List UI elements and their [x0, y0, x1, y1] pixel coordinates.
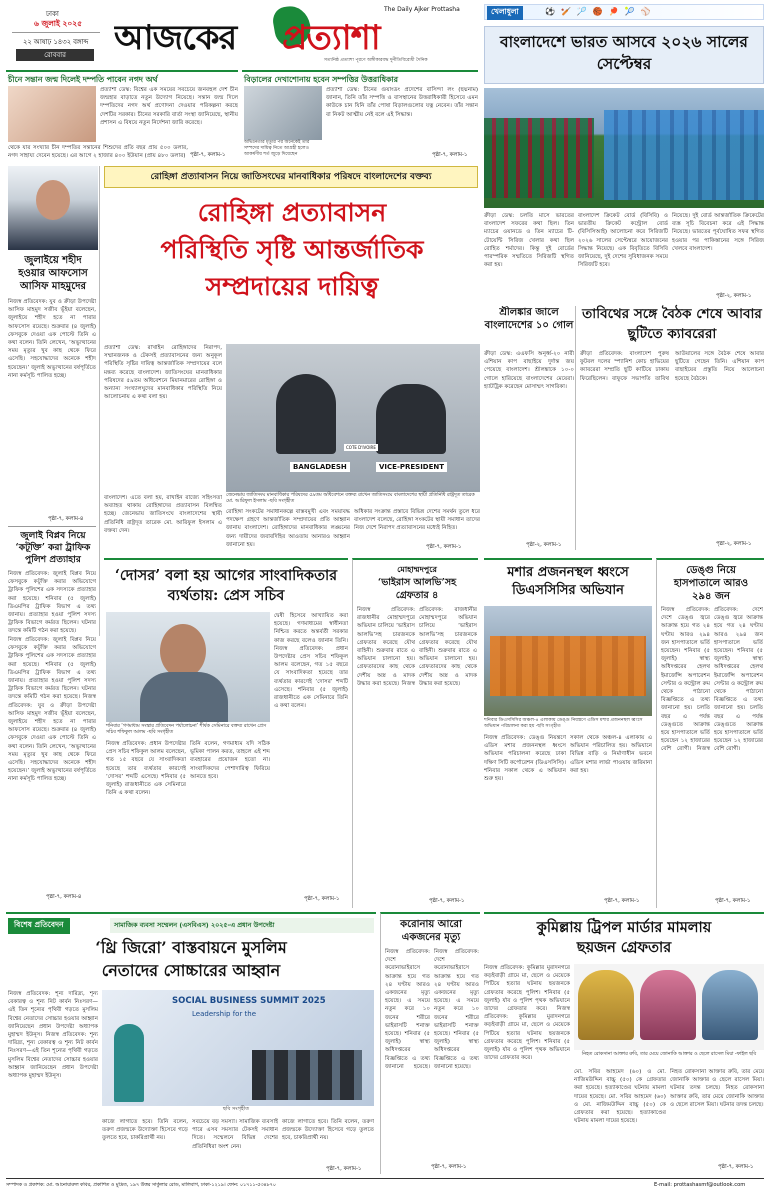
sports-headline[interactable]: বাংলাদেশে ভারত আসবে ২০২৬ সালের সেপ্টেম্বর: [484, 26, 764, 84]
man-cat-photo: [244, 86, 322, 140]
special-headline[interactable]: ‘থ্রি জিরো’ বাস্তবায়নে মুসলিম নেতাদের সোচ্চারের আহ্বান: [95, 938, 287, 980]
mosha-continued[interactable]: পৃষ্ঠা-৭, কলাম-১: [604, 898, 640, 904]
mosha-body-col2: সকাল থেকে অঞ্চল-৪ এলাকায় এ অভিযান পরিচালিত হয়। অভিযানে বিভিন্ন বাড়ি ও নির্মাণাধীন ভবনে এডিস মশার লার্ভা পাওয়ায় জরিমানা করা হয়।: [570, 735, 652, 774]
sports-body-col2: বাংলাদেশ ক্রিকেট বোর্ড (বিসিবি) ও ভারতীয় ক্রিকেট কন্ট্রোল বোর্ড (বিসিসিআই) আলোচনা করে সিরিজটি ২০২৬ সালের সেপ্টেম্বরে আয়োজনের সিদ্ধান্ত নিয়েছে। এক বিবৃতিতে বিসিবি জানিয়েছে, দুই দেশের সুবিধাজনক সময়ে সিরিজটি হবে।: [578, 213, 668, 269]
mohammadpur-body: নিজস্ব প্রতিবেদক: রাজধানীর মোহাম্মদপুরে অভিযান চালিয়ে ‘ভাইরাস আলভি’সহ চারজনকে গ্রেফতার করেছে যৌথ বাহিনী। শুক্রবার রাতে এ অভিযান চালানো হয়। গ্রেফতারদের কাছ থেকে দেশীয় অস্ত্র ও মাদক উদ্ধার করা হয়েছে। নিজস্ব প্রতিবেদক: রাজধানীর মোহাম্মদপুরে অভিযান চালিয়ে ‘ভাইরাস আলভি’সহ চারজনকে গ্রেফতার করেছে যৌথ বাহিনী। শুক্রবার রাতে এ অভিযান চালানো হয়। গ্রেফতারদের কাছ থেকে দেশীয় অস্ত্র ও মাদক উদ্ধার করা হয়েছে।: [357, 607, 477, 687]
footer-imprint: সম্পাদক ও প্রকাশক: মো. আনোয়ারুল কবির, প্রকাশিত ও মুদ্রিত, ১৯৭ উত্তর সার্কুলার রোড, মালিবাগ, ঢাকা-১২১৯। ফোন: ০১৭১১-৫৩৪৮৭০: [6, 1183, 276, 1188]
photo-sign-cote-divoire: COTE D'IVOIRE: [346, 445, 376, 450]
masthead: [8, 6, 480, 70]
doshor-body-col2: তিনি বলেন, গণমাধ্যম যদি সঠিক ভূমিকা পালন করত, তাহলে এই শব্দ ব্যবহারের প্রয়োজন হতো না। সাংবাদিকদের পেশাদারিত্ব ফিরিয়ে আনতে হবে।: [190, 741, 270, 780]
masthead-bangla-date: ২২ আষাঢ় ১৪৩২ বঙ্গাব্দ: [22, 38, 89, 46]
special-continued[interactable]: পৃষ্ঠা-৭, কলাম-১: [326, 1166, 362, 1172]
comilla-body-col1: নিজস্ব প্রতিবেদক: কুমিল্লার মুরাদনগরে কড়ইবাড়ী গ্রামে মা, ছেলে ও মেয়েকে পিটিয়ে হত্যার ঘটনায় ছয়জনকে গ্রেফতার করেছে পুলিশ। শনিবার (৫ জুলাই) র্যাব ও পুলিশ পৃথক অভিযানে তাদের গ্রেফতার করে। নিজস্ব প্রতিবেদক: কুমিল্লার মুরাদনগরে কড়ইবাড়ী গ্রামে মা, ছেলে ও মেয়েকে পিটিয়ে হত্যার ঘটনায় ছয়জনকে গ্রেফতার করেছে পুলিশ। শনিবার (৫ জুলাই) র্যাব ও পুলিশ পৃথক অভিযানে তাদের গ্রেফতার করে।: [484, 965, 570, 1062]
cricket-team-photo: [484, 88, 764, 208]
left-column: [6, 166, 100, 636]
masthead-weekday: রোববার: [16, 49, 94, 61]
story-headline[interactable]: বিড়ালের দেখাশোনায় হবেন সম্পত্তির উত্তরাধিকার: [244, 75, 398, 84]
mosha-body-col1: নিজস্ব প্রতিবেদক: ডেঙ্গু নিয়ন্ত্রণে এডিস মশার প্রজননস্থল ধ্বংসে অভিযান পরিচালনা করেছে ঢাকা দক্ষিণ সিটি কর্পোরেশন (ডিএসসিসি)। শনিবার সকাল থেকে এ অভিযান শুরু হয়।: [484, 735, 566, 783]
lead-photo-caption: জেনেভায় জাতিসংঘ মানবাধিকার পরিষদের ৫৯তম অধিবেশনে বক্তব্য রাখেন জাতিসংঘে বাংলাদেশের স্থায়ী প্রতিনিধি রাষ্ট্রদূত তারেক মো. আরিফুল ইসলাম -ছবি সংগৃহীত: [226, 493, 475, 505]
logo-prottasha: প্রত্যাশা: [282, 18, 380, 58]
special-body-col2: কাজে লাগাতে হবে। তিনি বলেন, তরুণ প্রজন্মকে উদ্যোক্তা হিসেবে গড়ে তুলতে হবে, চাকরিপ্রার্থী নয়।: [102, 1119, 188, 1142]
footer-bar: [6, 1178, 764, 1192]
asif-body: নিজস্ব প্রতিবেদক: যুব ও ক্রীড়া উপদেষ্টা আসিফ মাহমুদ সজীব ভূঁইয়া বলেছেন, জুলাইয়ে শহীদ হতে না পারার আফসোস রয়েছে। শুক্রবার (৪ জুলাই) ফেসবুকে দেওয়া এক পোস্টে তিনি এ কথা বলেন। তিনি লেখেন, ‘অভ্যুত্থানের সময় মৃত্যুর খুব কাছ থেকে ফিরে এসেছি। সহযোদ্ধাদের অনেকে শহীদ হয়েছেন।’ জুলাই অভ্যুত্থানের বর্ষপূর্তিতে নানা কর্মসূচি পালিত হচ্ছে।: [8, 299, 96, 379]
photo-sign-vice-president: VICE-PRESIDENT: [376, 462, 447, 472]
dengue-story: [656, 558, 764, 908]
traffic-police-headline[interactable]: জুলাই বিপ্লব নিয়ে ‘কটূক্তি’ করা ট্রাফিক পুলিশ প্রত্যাহার: [15, 530, 91, 565]
lead-body-col4: অধিকার সংক্রান্ত প্রস্তাবে বিভিন্ন দেশের সমর্থন তুলে ধরে বাংলাদেশ বলেছে, রোহিঙ্গা সংকটের স্থায়ী সমাধান তাদের নিজ দেশে নিরাপদ প্রত্যাবাসনের মধ্যেই নিহিত।: [354, 509, 480, 532]
traffic-police-body: নিজস্ব প্রতিবেদক: জুলাই বিপ্লব নিয়ে ফেসবুকে কটূক্তি করার অভিযোগে ট্রাফিক পুলিশের এক সদস্যকে প্রত্যাহার করা হয়েছে। শনিবার (৫ জুলাই) ডিএমপির ট্রাফিক বিভাগ এ তথ্য জানায়। প্রত্যাহার হওয়া পুলিশ সদস্য ট্রাফিক বিভাগে কর্মরত ছিলেন। ঘটনার তদন্তে কমিটি গঠন করা হয়েছে।: [8, 571, 96, 635]
lead-story: [104, 192, 480, 552]
doshor-headline[interactable]: ‘দোসর’ বলা হয় আগের সাংবাদিকতার ব্যর্থতায়: প্রেস সচিব: [114, 567, 338, 604]
doshor-continued[interactable]: পৃষ্ঠা-৭, কলাম-১: [304, 896, 340, 902]
tabithe-body: ক্রীড়া প্রতিবেদক: বাংলাদেশ পুরুষ ফুটবল দলের স্প্যানিশ কোচ হাভিয়ের ক্যাবরেরা সম্প্রতি ছুটি কাটিয়ে ঢাকায় ফিরেছিলেন। বাফুফে সভাপতি তাবিথ আউয়ালের সঙ্গে বৈঠক শেষে আবার ছুটিতে গেছেন তিনি। এশিয়ান কাপ বাছাইয়ের প্রস্তুতি নিয়ে আলোচনা হয়েছে বৈঠকে।: [580, 351, 764, 382]
srilanka-headline[interactable]: শ্রীলঙ্কার জালে বাংলাদেশের ১০ গোল: [484, 307, 574, 331]
mosha-story: [484, 558, 652, 908]
dengue-continued[interactable]: পৃষ্ঠা-৭, কলাম-১: [715, 898, 751, 904]
masthead-english-name: The Daily Ajker Prottasha: [384, 6, 460, 13]
doshor-body-col1: নিজস্ব প্রতিবেদক: প্রধান উপদেষ্টার প্রেস সচিব শফিকুল আলম বলেছেন, গত ১৫ বছরে যে সাংবাদিকতা হয়েছে তার ব্যর্থতার কারণেই ‘দোসর’ শব্দটি এসেছে। শনিবার (৫ জুলাই) রাজধানীতে এক সেমিনারে তিনি এ কথা বলেন।: [106, 741, 186, 797]
special-label: বিশেষ প্রতিবেদন: [8, 918, 70, 934]
lead-body-col3: রোহিঙ্গা সংকটের সমাধানকল্পে বাস্তবমুখী এবং সময়াবদ্ধ পদক্ষেপ গ্রহণে আন্তর্জাতিক সম্প্রদায়ের প্রতি আহ্বান জানায় বাংলাদেশ। রোহিঙ্গাদের মানবাধিকার লঙ্ঘনের জন্য দায়ীদের জবাবদিহির আওতায় আনারও আহ্বান জানানো হয়।: [226, 509, 350, 548]
masthead-logo: [114, 6, 474, 66]
lead-headline-line2: পরিস্থিতি সৃষ্টি আন্তর্জাতিক: [160, 235, 424, 264]
story-body: প্রত্যাশা ডেস্ক: বিশ্বের এক সময়ের সবচেয়ে জনবহুল দেশ চীন জন্মহার বাড়াতে নতুন উদ্যোগ নিয়েছে। সন্তান জন্ম দিলে দম্পতিদের নগদ অর্থ প্রণোদনা দেওয়ার পরিকল্পনা করছে দেশটির সরকার। চীনের সরকারি বার্তা সংস্থা জানিয়েছে, স্থানীয় প্রশাসন এ বিষয়ে নতুন নির্দেশনা জারি করেছে।: [100, 87, 238, 126]
sports-icons-strip: ⚽🏏🏸🏀🏓🎾⚾: [545, 7, 657, 16]
doshor-story: [104, 558, 348, 908]
masthead-date-block: [8, 6, 108, 70]
mohammadpur-story: [352, 558, 478, 908]
lead-continued[interactable]: পৃষ্ঠা-৭, কলাম-১: [426, 544, 462, 550]
srilanka-story: [484, 306, 576, 550]
masthead-date: ৬ জুলাই ২০২৫: [34, 19, 82, 28]
srilanka-body: ক্রীড়া ডেস্ক: এএফসি অনূর্ধ্ব-২০ নারী এশিয়ান কাপ বাছাইয়ে দুর্দান্ত জয় পেয়েছে বাংলাদেশ। শ্রীলঙ্কাকে ১০-০ গোলে হারিয়েছে বাংলাদেশের মেয়েরা। হ্যাটট্রিক করেছেন মোসাম্মৎ সাগরিকা।: [484, 351, 574, 390]
summit-banner-text: SOCIAL BUSINESS SUMMIT 2025: [172, 996, 326, 1006]
doshor-photo-caption: শনিবার ‘গণমাধ্যম সংস্কার প্রতিবেদন পর্যালোচনা’ শীর্ষক সেমিনারে বক্তব্য রাখেন প্রেস সচিব শফিকুল আলম -ছবি সংগৃহীত: [106, 724, 267, 736]
special-tag: সামাজিক ব্যবসা সম্মেলন (এসবিএস) ২০২৫-এ প্রধান উপদেষ্টা: [110, 918, 374, 933]
traffic-police-continued[interactable]: পৃষ্ঠা-৭, কলাম-৪: [46, 894, 82, 900]
special-body-col3: সবচেয়ে বড় সমস্যা। সামাজিক ব্যবসাই পারে এসব সমস্যার টেকসই সমাধান দিতে। সম্মেলনে বিভিন্ন দেশের প্রতিনিধিরা অংশ নেন।: [192, 1119, 278, 1150]
banner-text[interactable]: রোহিঙ্গা প্রত্যাবাসন নিয়ে জাতিসংঘের মানবাধিকার পরিষদে বাংলাদেশের বক্তব্য: [150, 172, 432, 182]
logo-ajker: আজকের: [114, 18, 237, 58]
special-body-col4: কাজে লাগাতে হবে। তিনি বলেন, তরুণ প্রজন্মকে উদ্যোক্তা হিসেবে গড়ে তুলতে হবে, চাকরিপ্রার্থী নয়।: [282, 1119, 374, 1142]
dengue-body: নিজস্ব প্রতিবেদক: দেশে ডেঙ্গু জ্বরে আক্রান্ত হয়ে গত ২৪ ঘণ্টায় আরও ২৯৪ জন হাসপাতালে ভর্তি হয়েছেন। শনিবার (৫ জুলাই) স্বাস্থ্য অধিদপ্তরের হেলথ ইমার্জেন্সি অপারেশন সেন্টার ও কন্ট্রোল রুম থেকে পাঠানো বিজ্ঞপ্তিতে এ তথ্য জানানো হয়। চলতি বছর এ পর্যন্ত ডেঙ্গুতে আক্রান্ত হয়ে হাসপাতালে ভর্তি হয়েছেন ১২ হাজারের বেশি রোগী। নিজস্ব প্রতিবেদক: দেশে ডেঙ্গু জ্বরে আক্রান্ত হয়ে গত ২৪ ঘণ্টায় আরও ২৯৪ জন হাসপাতালে ভর্তি হয়েছেন। শনিবার (৫ জুলাই) স্বাস্থ্য অধিদপ্তরের হেলথ ইমার্জেন্সি অপারেশন সেন্টার ও কন্ট্রোল রুম থেকে পাঠানো বিজ্ঞপ্তিতে এ তথ্য জানানো হয়। চলতি বছর এ পর্যন্ত ডেঙ্গুতে আক্রান্ত হয়ে হাসপাতালে ভর্তি হয়েছেন ১২ হাজারের বেশি রোগী।: [661, 607, 763, 753]
asif-mahmud-photo: [8, 166, 98, 250]
comilla-photo-caption: নিহত রোকসানা আক্তার রুবি, তার মেয়ে জোনাকি আক্তার ও ছেলে রাসেল মিয়া -ফাইল ছবি: [581, 1052, 757, 1057]
mohammadpur-headline[interactable]: ‘ভাইরাস আলভি’সহ গ্রেফতার ৪: [377, 577, 457, 601]
tabithe-headline[interactable]: তাবিথের সঙ্গে বৈঠক শেষে আবার ছুটিতে ক্যাবরেরা: [582, 306, 762, 342]
top-left-story: [6, 70, 238, 162]
mosha-photo-caption: শনিবার ডিএসসিসির অঞ্চল-৪ এলাকায় ডেঙ্গু নিয়ন্ত্রণে এডিস মশার প্রজননস্থল ধ্বংসে অভিযান পরিচালনা করা হয় -ছবি সংগৃহীত: [484, 718, 643, 729]
mohammadpur-pre-headline: মোহাম্মদপুরে: [397, 564, 437, 574]
corona-story: [380, 912, 480, 1174]
sports-section: [484, 4, 764, 302]
lead-headline-line3: সম্প্রদায়ের দায়িত্ব: [205, 272, 379, 301]
sports-continued[interactable]: পৃষ্ঠা-২, কলাম-১: [716, 293, 752, 299]
rohingya-banner: [104, 166, 478, 188]
lead-headline[interactable]: [104, 194, 480, 305]
comilla-headline[interactable]: কুমিল্লায় ট্রিপল মার্ডার মামলায় ছয়জন গ্রেফতার: [536, 919, 712, 956]
press-secretary-photo: [106, 612, 270, 722]
masthead-city: ঢাকা: [46, 10, 59, 18]
asif-headline[interactable]: জুলাইয়ে শহীদ হওয়ার আফসোস আসিফ মাহমুদের: [18, 255, 88, 292]
asif-continued[interactable]: পৃষ্ঠা-৭, কলাম-৪: [48, 516, 84, 522]
traffic-police-body-cont: নিজস্ব প্রতিবেদক: জুলাই বিপ্লব নিয়ে ফেসবুকে কটূক্তি করার অভিযোগে ট্রাফিক পুলিশের এক সদস্যকে প্রত্যাহার করা হয়েছে। শনিবার (৫ জুলাই) ডিএমপির ট্রাফিক বিভাগ এ তথ্য জানায়। প্রত্যাহার হওয়া পুলিশ সদস্য ট্রাফিক বিভাগে কর্মরত ছিলেন। ঘটনার তদন্তে কমিটি গঠন করা হয়েছে। নিজস্ব প্রতিবেদক: যুব ও ক্রীড়া উপদেষ্টা আসিফ মাহমুদ সজীব ভূঁইয়া বলেছেন, জুলাইয়ে শহীদ হতে না পারার আফসোস রয়েছে। শুক্রবার (৪ জুলাই) ফেসবুকে দেওয়া এক পোস্টে তিনি এ কথা বলেন। তিনি লেখেন, ‘অভ্যুত্থানের সময় মৃত্যুর খুব কাছ থেকে ফিরে এসেছি। সহযোদ্ধাদের অনেকে শহীদ হয়েছেন।’ জুলাই অভ্যুত্থানের বর্ষপূর্তিতে নানা কর্মসূচি পালিত হচ্ছে।: [8, 637, 96, 783]
special-report: [6, 912, 376, 1174]
mosha-photo: [484, 606, 652, 716]
dengue-headline[interactable]: ডেঙ্গু নিয়ে হাসপাতালে আরও ২৯৪ জন: [673, 565, 749, 602]
comilla-story: [484, 912, 764, 1174]
sports-body-col1: ক্রীড়া ডেস্ক: চলতি মাসে ভারতের বাংলাদেশ সফরের কথা ছিল। তিন ম্যাচের ওয়ানডে ও তিন ম্যাচের টি-টোয়েন্টি সিরিজ খেলার কথা ছিল রোহিত শর্মাদের। কিন্তু দুই বোর্ডের পারস্পরিক সম্মতিতে সিরিজটি স্থগিত করা হয়।: [484, 213, 574, 269]
story-continued[interactable]: পৃষ্ঠা-৭, কলাম-১: [190, 152, 226, 158]
corona-headline[interactable]: করোনায় আরো একজনের মৃত্যু: [400, 919, 462, 943]
corona-body: নিজস্ব প্রতিবেদক: দেশে করোনাভাইরাসে আক্রান্ত হয়ে গত ২৪ ঘণ্টায় আরও একজনের মৃত্যু হয়েছে। এ সময়ে নতুন করে ১০ জনের শরীরে ভাইরাসটি শনাক্ত হয়েছে। শনিবার (৫ জুলাই) স্বাস্থ্য অধিদপ্তরের বিজ্ঞপ্তিতে এ তথ্য জানানো হয়েছে। নিজস্ব প্রতিবেদক: দেশে করোনাভাইরাসে আক্রান্ত হয়ে গত ২৪ ঘণ্টায় আরও একজনের মৃত্যু হয়েছে। এ সময়ে নতুন করে ১০ জনের শরীরে ভাইরাসটি শনাক্ত হয়েছে। শনিবার (৫ জুলাই) স্বাস্থ্য অধিদপ্তরের বিজ্ঞপ্তিতে এ তথ্য জানানো হয়েছে।: [385, 949, 479, 1070]
summit-banner-sub: Leadership for the: [192, 1010, 257, 1018]
footer-email[interactable]: E-mail: prottashasmf@outlook.com: [654, 1182, 746, 1188]
mohammadpur-continued[interactable]: পৃষ্ঠা-৭, কলাম-১: [429, 898, 465, 904]
comilla-body-col2: মো. সবির আহমেদ (৬০) ও মো. নাজিমউদ্দিন বাচ্চু (৫০) কে গ্রেফতার করা হয়েছে। হত্যাকাণ্ডের ঘটনায় মামলা দায়ের হয়েছে। মো. সবির আহমেদ (৬০) ও মো. নাজিমউদ্দিন বাচ্চু (৫০) কে গ্রেফতার করা হয়েছে। হত্যাকাণ্ডের ঘটনায় মামলা দায়ের হয়েছে।: [574, 1069, 666, 1125]
lead-body-col1: প্রত্যাশা ডেস্ক: রাখাইন রোহিঙ্গাদের নিরাপদ, সম্মানজনক ও টেকসই প্রত্যাবাসনের জন্য অনুকূল পরিস্থিতি সৃষ্টির দায়িত্ব আন্তর্জাতিক সম্প্রদায়ের বলে মন্তব্য করেছে বাংলাদেশ। জাতিসংঘের মানবাধিকার পরিষদের ৫৯তম অধিবেশনে মিয়ানমারের রোহিঙ্গা ও অন্যান্য সংখ্যালঘুদের মানবাধিকার পরিস্থিতি নিয়ে আলোচনায় এ কথা বলা হয়।: [104, 345, 222, 401]
story-body-extra: থেকে যার সংখ্যার চীন দম্পতির সন্তানের শিশুদের প্রতি বছর প্রায় ৫০০ ডলার, নগদ সাহায্য দেবেন হয়েছে। এর আগে ২ হাজার ৪০০ ইউয়ান (প্রায় ৪৮০ ডলার): [8, 145, 188, 160]
tabithe-continued[interactable]: পৃষ্ঠা-২, কলাম-১: [716, 541, 752, 547]
baby-photo: [8, 86, 96, 142]
mosha-headline[interactable]: মশার প্রজননস্থল ধ্বংসে ডিএসসিসির অভিযান: [507, 565, 629, 598]
sports-label-bar: [484, 4, 764, 20]
comilla-body-col3: নিহত রোকসানা আক্তার রুবি, তার মেয়ে জোনাকি আক্তার ও ছেলে রাসেল মিয়া। ঘটনার তদন্ত চলছে। নিহত রোকসানা আক্তার রুবি, তার মেয়ে জোনাকি আক্তার ও ছেলে রাসেল মিয়া। ঘটনার তদন্ত চলছে।: [670, 1069, 764, 1108]
lead-body-col2: বাংলাদেশ। এতে বলা হয়, রাখাইন রাজ্যে সহিংসতা অব্যাহত থাকায় রোহিঙ্গাদের প্রত্যাবাসন বিলম্বিত হচ্ছে। জেনেভায় জাতিসংঘে বাংলাদেশের স্থায়ী প্রতিনিধি রাষ্ট্রদূত তারেক মো. আরিফুল ইসলাম এ বক্তব্য দেন।: [104, 495, 222, 534]
comilla-victims-photo: [574, 964, 764, 1050]
doshor-body-col3: দ্বেষী হিসেবে আখ্যায়িত করা হয়েছে। গণমাধ্যমের স্বাধীনতা নিশ্চিত করতে অন্তর্বর্তী সরকার কাজ করছে বলেও জানান তিনি। নিজস্ব প্রতিবেদক: প্রধান উপদেষ্টার প্রেস সচিব শফিকুল আলম বলেছেন, গত ১৫ বছরে যে সাংবাদিকতা হয়েছে তার ব্যর্থতার কারণেই ‘দোসর’ শব্দটি এসেছে। শনিবার (৫ জুলাই) রাজধানীতে এক সেমিনারে তিনি এ কথা বলেন।: [274, 613, 348, 710]
lead-photo: [226, 344, 480, 492]
top-mid-story: [242, 70, 478, 162]
sports-body-col3: নিয়েছে। দুই বোর্ড আন্তর্জাতিক ক্রিকেটের ব্যস্ত সূচি বিবেচনা করে এই সিদ্ধান্ত নিয়েছে। ভারতের পূর্বঘোষিত সফর স্থগিত হওয়ার পর পাকিস্তানের সঙ্গে সিরিজ খেলবে বাংলাদেশ।: [672, 213, 764, 252]
story-headline[interactable]: চীনে সন্তান জন্ম দিলেই দম্পতি পাবেন নগদ অর্থ: [8, 75, 158, 84]
masthead-tagline: সত্যনিষ্ঠ প্রত্যাশা পূরণে অঙ্গীকারবদ্ধ দুর্নীতিবিরোধী দৈনিক: [324, 58, 428, 63]
photo-caption: অভিনেতার মৃত্যুর পর অনেকেই তার সম্পদের দায়িত্ব নিতে আগ্রহী হলেও আকর্ষণীয় শর্ত জুড়ে দিয়েছেন: [244, 140, 310, 157]
story-continued[interactable]: পৃষ্ঠা-৭, কলাম-১: [432, 152, 468, 158]
comilla-continued[interactable]: পৃষ্ঠা-৭, কলাম-১: [718, 1164, 754, 1170]
special-body-col1: নিজস্ব প্রতিবেদক: শূন্য দারিদ্র্য, শূন্য বেকারত্ব ও শূন্য নিট কার্বন নিঃসরণ—এই তিন শূন্যের পৃথিবী গড়তে মুসলিম বিশ্বের নেতাদের সোচ্চার হওয়ার আহ্বান জানিয়েছেন প্রধান উপদেষ্টা অধ্যাপক মুহাম্মদ ইউনূস। নিজস্ব প্রতিবেদক: শূন্য দারিদ্র্য, শূন্য বেকারত্ব ও শূন্য নিট কার্বন নিঃসরণ—এই তিন শূন্যের পৃথিবী গড়তে মুসলিম বিশ্বের নেতাদের সোচ্চার হওয়ার আহ্বান জানিয়েছেন প্রধান উপদেষ্টা অধ্যাপক মুহাম্মদ ইউনূস।: [8, 991, 98, 1080]
sports-section-label: খেলাধুলা: [487, 6, 523, 20]
corona-continued[interactable]: পৃষ্ঠা-৭, কলাম-১: [431, 1164, 467, 1170]
srilanka-continued[interactable]: পৃষ্ঠা-২, কলাম-১: [526, 542, 562, 548]
lead-headline-line1: রোহিঙ্গা প্রত্যাবাসন: [197, 198, 387, 227]
photo-sign-bangladesh: BANGLADESH: [290, 462, 350, 472]
summit-photo-caption: ছবি সংগৃহীত: [222, 1106, 250, 1112]
story-body: প্রত্যাশা ডেস্ক: চীনের গুয়াংডং প্রদেশের বাসিন্দা লং (ছদ্মনাম) জানান, তিনি তাঁর সম্পত্তি ও বাসস্থানের উত্তরাধিকারী হিসেবে এমন কাউকে চান যিনি তাঁর পোষা বিড়ালগুলোর যত্ন নেবেন। তাঁর সন্তান বা নিকট আত্মীয় নেই বলে এই সিদ্ধান্ত।: [326, 87, 478, 118]
summit-photo: [102, 990, 374, 1106]
